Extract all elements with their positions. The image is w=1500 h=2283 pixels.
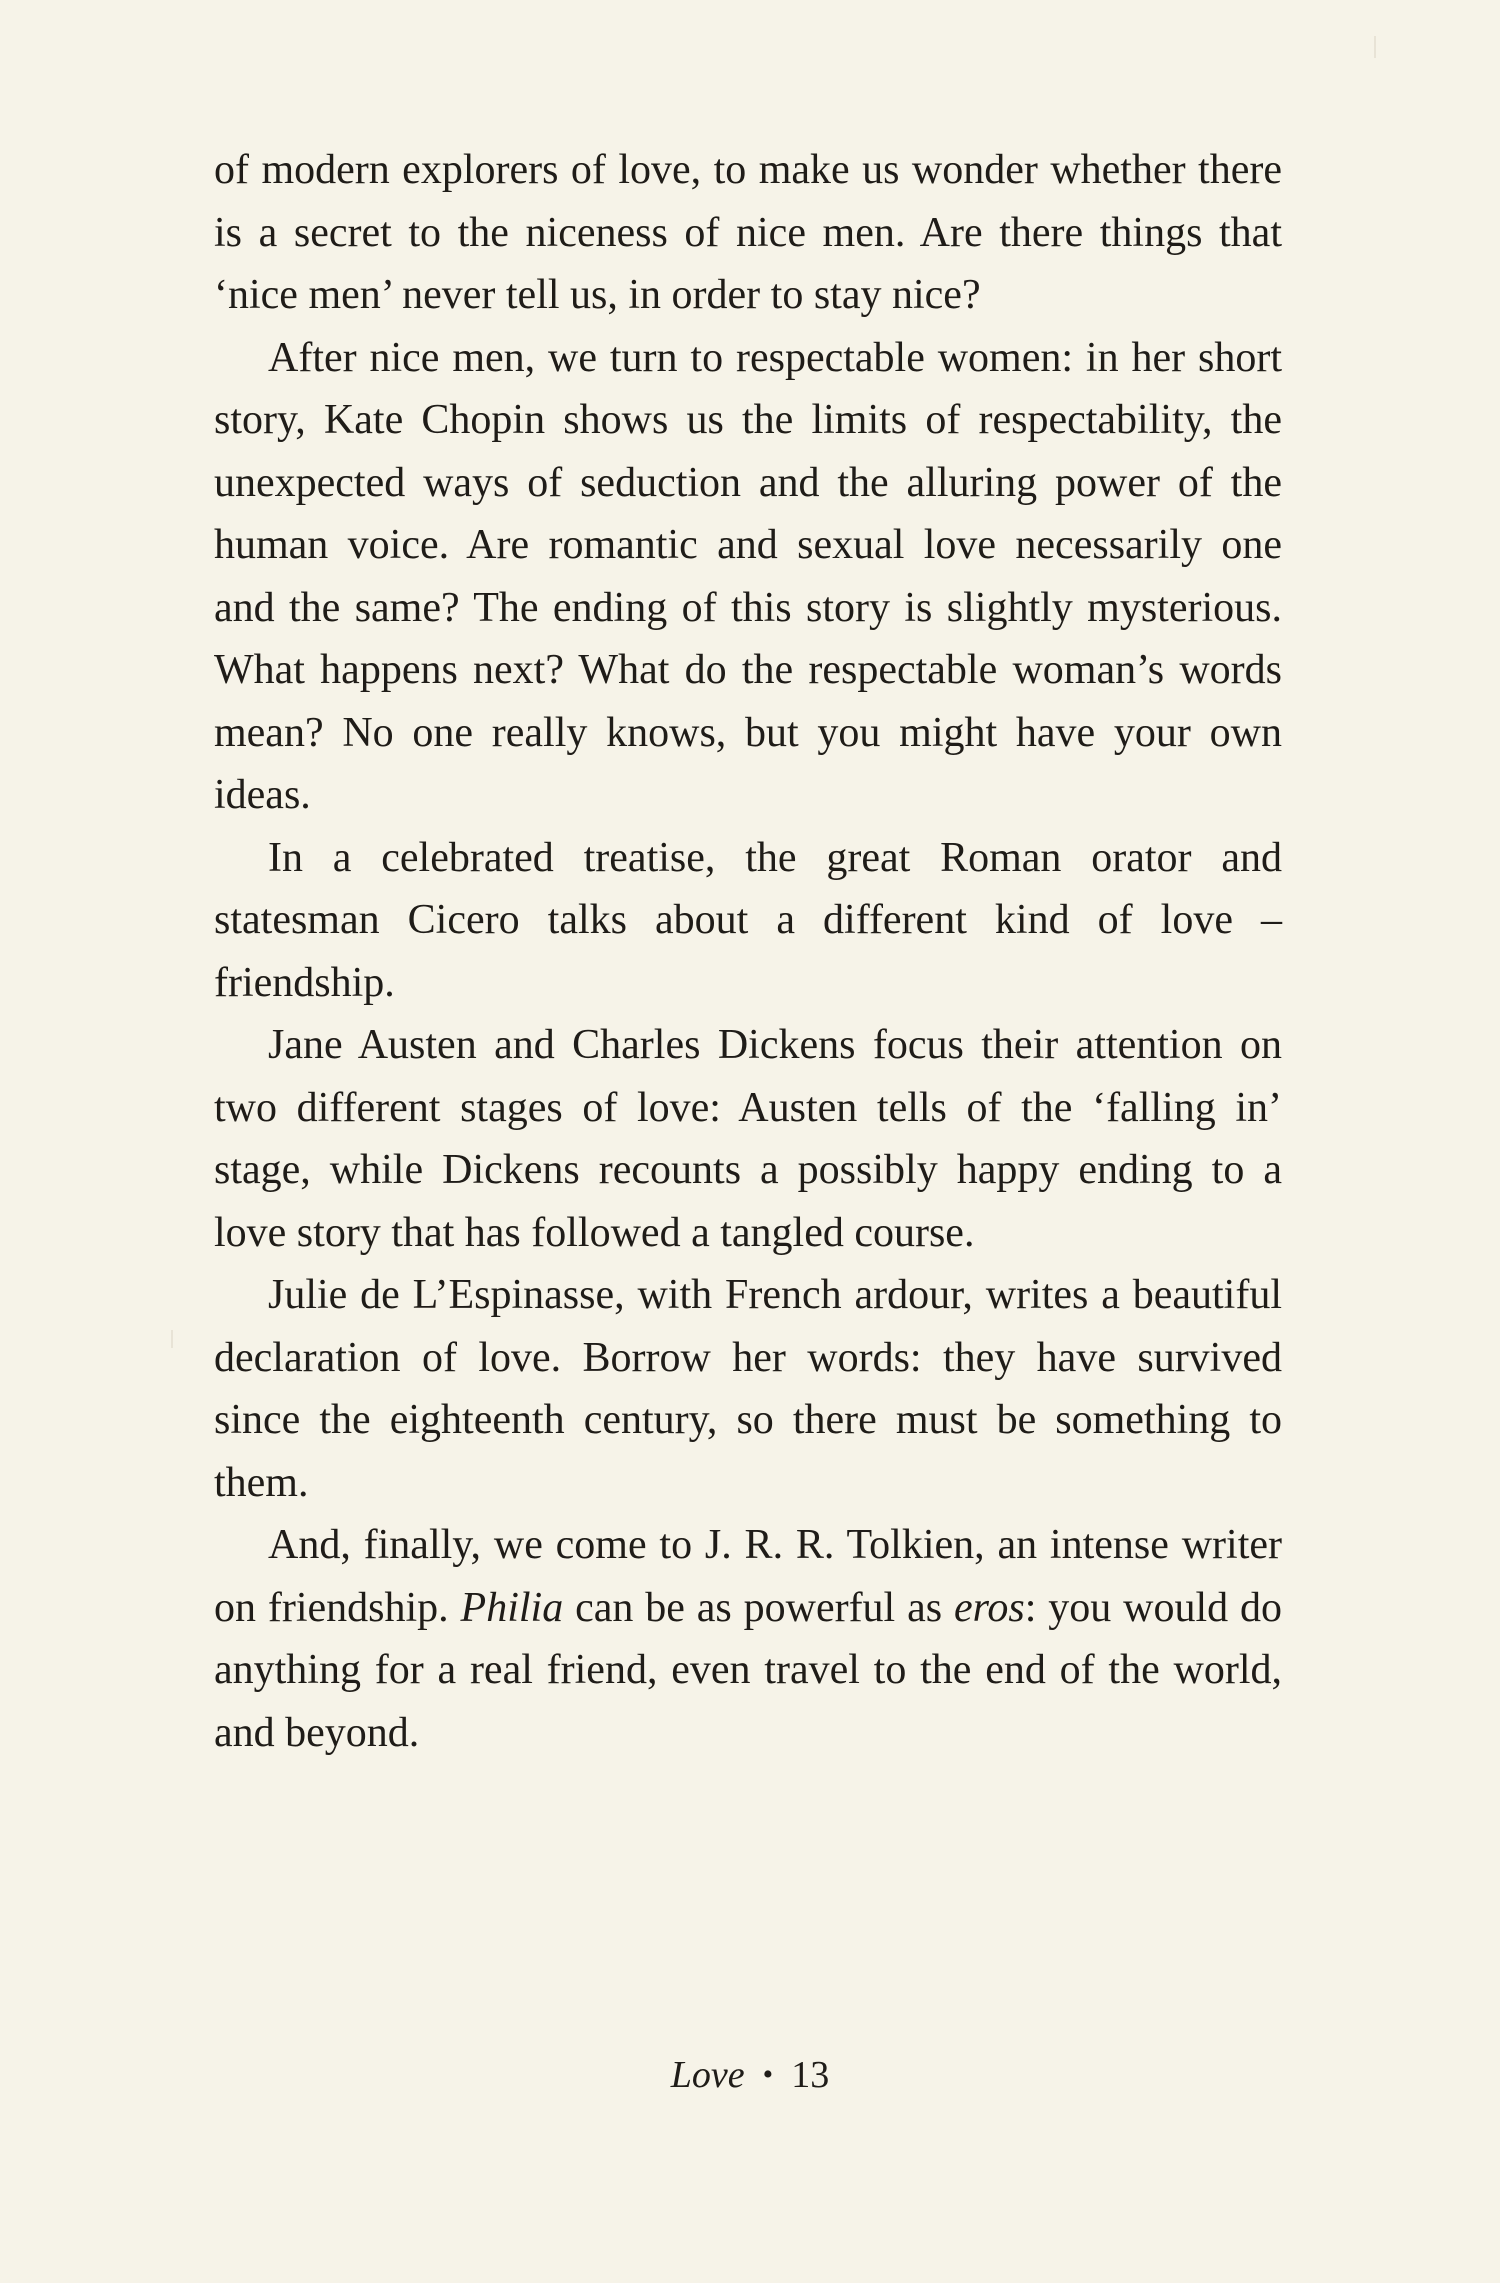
paragraph-2 xyxy=(214,327,1282,827)
paragraph-5 xyxy=(214,1264,1282,1514)
italic-term: eros xyxy=(953,1584,1025,1631)
paragraph-3 xyxy=(214,827,1282,1015)
text-run: In a celebrated treatise, the great Roman orator and statesman Cicero talks about a different kind of love – friendship. xyxy=(214,834,1282,1006)
page-number: 13 xyxy=(791,2054,830,2096)
paragraph-1 xyxy=(214,139,1282,327)
scan-mark-top xyxy=(1374,36,1376,58)
paragraph-4 xyxy=(214,1014,1282,1264)
body-text xyxy=(214,139,1282,1764)
text-run: of modern explorers of love, to make us wonder whether there is a secret to the niceness of nice men. Are there things that ‘nice men’ never tell us, in order to stay nice? xyxy=(214,147,1282,318)
running-title: Love xyxy=(670,2054,745,2096)
text-run: can be as powerful as xyxy=(563,1584,954,1631)
footer-separator: • xyxy=(762,2058,774,2091)
text-run: Julie de L’Espinasse, with French ardour, writes a beautiful declaration of love. Borrow her words: they have survived since the eighteenth century, so there must be something to them. xyxy=(214,1272,1282,1506)
page-footer xyxy=(0,2050,1500,2100)
italic-term: Philia xyxy=(460,1584,564,1631)
text-run: After nice men, we turn to respectable women: in her short story, Kate Chopin shows us the limits of respectability, the unexpected ways of seduction and the alluring power of the human voice. Are romantic and sexual love necessarily one and the same? The ending of this story is slightly mysterious. What happens next? What do the respectable woman’s words mean? No one really knows, but you might have your own ideas. xyxy=(214,334,1282,818)
text-run: Jane Austen and Charles Dickens focus their attention on two different stages of love: Austen tells of the ‘falling in’ stage, while Dickens recounts a possibly happy ending to a love story that has followed a tangled course. xyxy=(214,1022,1282,1256)
text-run: And, finally, we come to J. R. R. Tolkien, an intense writer on friendship. xyxy=(214,1522,1282,1631)
text-run: : you would do anything for a real friend, even travel to the end of the world, and beyond. xyxy=(214,1584,1283,1756)
scan-mark-left xyxy=(171,1330,173,1348)
paragraph-6 xyxy=(214,1514,1282,1764)
